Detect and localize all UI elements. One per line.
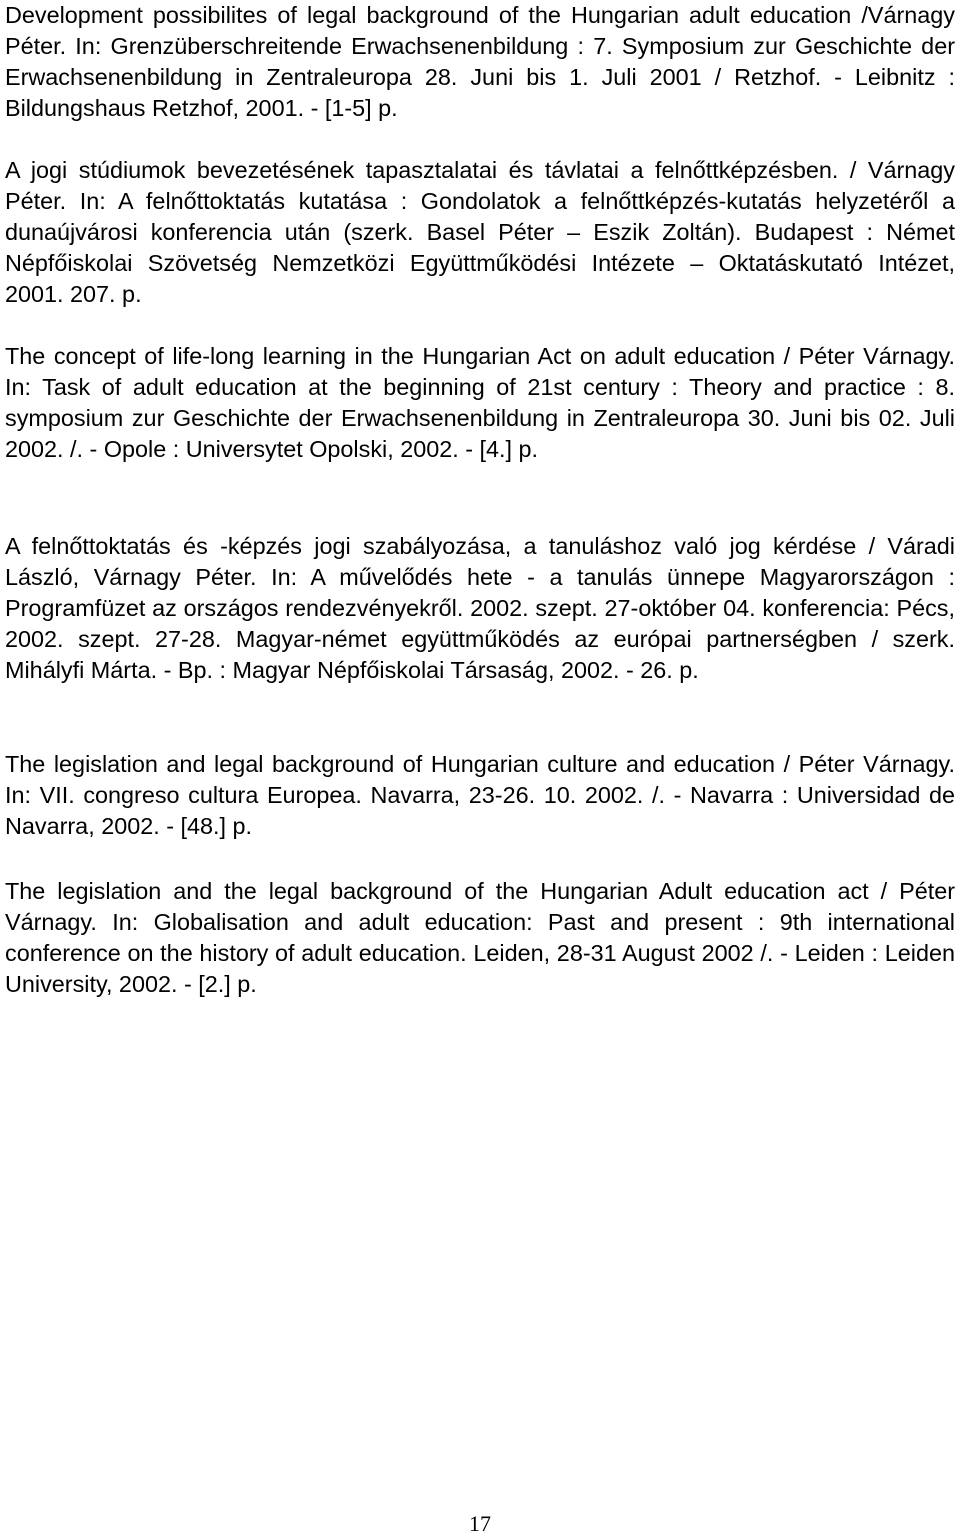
bibliography-entry: A jogi stúdiumok bevezetésének tapasztalatai és távlatai a felnőttképzésben. / Várnagy Péter. In: A felnőttoktatás kutatása : Gondolatok a felnőttképzés-kutatás helyzetéről a dunaújvárosi konferencia után (szerk. Basel Péter – Eszik Zoltán). Budapest : Német Népfőiskolai Szövetség Nemzetközi Együttműködési Intézete – Oktatáskutató Intézet, 2001. 207. p. xyxy=(5,157,955,307)
bibliography-entry: The concept of life-long learning in the Hungarian Act on adult education / Péter Várnagy. In: Task of adult education at the beginning of 21st century : Theory and practice : 8. symposium zur Geschichte der Erwachsenenbildung in Zentraleuropa 30. Juni bis 02. Juli 2002. /. - Opole : Universytet Opolski, 2002. - [4.] p. xyxy=(5,343,955,462)
bibliography-entry: The legislation and legal background of Hungarian culture and education / Péter Várnagy. In: VII. congreso cultura Europea. Navarra, 23-26. 10. 2002. /. - Navarra : Universidad de Navarra, 2002. - [48.] p. xyxy=(5,751,955,839)
bibliography-entry: The legislation and the legal background of the Hungarian Adult education act / Péter Várnagy. In: Globalisation and adult education: Past and present : 9th international conference on the history of adult education. Leiden, 28-31 August 2002 /. - Leiden : Leiden University, 2002. - [2.] p. xyxy=(5,878,955,997)
bibliography-entry: Development possibilites of legal background of the Hungarian adult education /Várnagy Péter. In: Grenzüberschreitende Erwachsenenbildung : 7. Symposium zur Geschichte der Erwachsenenbildung in Zentraleuropa 28. Juni bis 1. Juli 2001 / Retzhof. - Leibnitz : Bildungshaus Retzhof, 2001. - [1-5] p. xyxy=(5,2,955,121)
page-number: 17 xyxy=(469,1511,491,1536)
bibliography-entry: A felnőttoktatás és -képzés jogi szabályozása, a tanuláshoz való jog kérdése / Váradi László, Várnagy Péter. In: A művelődés hete - a tanulás ünnepe Magyarországon : Programfüzet az országos rendezvényekről. 2002. szept. 27-október 04. konferencia: Pécs, 2002. szept. 27-28. Magyar-német együttműködés az európai partnerségben / szerk. Mihályfi Márta. - Bp. : Magyar Népfőiskolai Társaság, 2002. - 26. p. xyxy=(5,533,955,683)
